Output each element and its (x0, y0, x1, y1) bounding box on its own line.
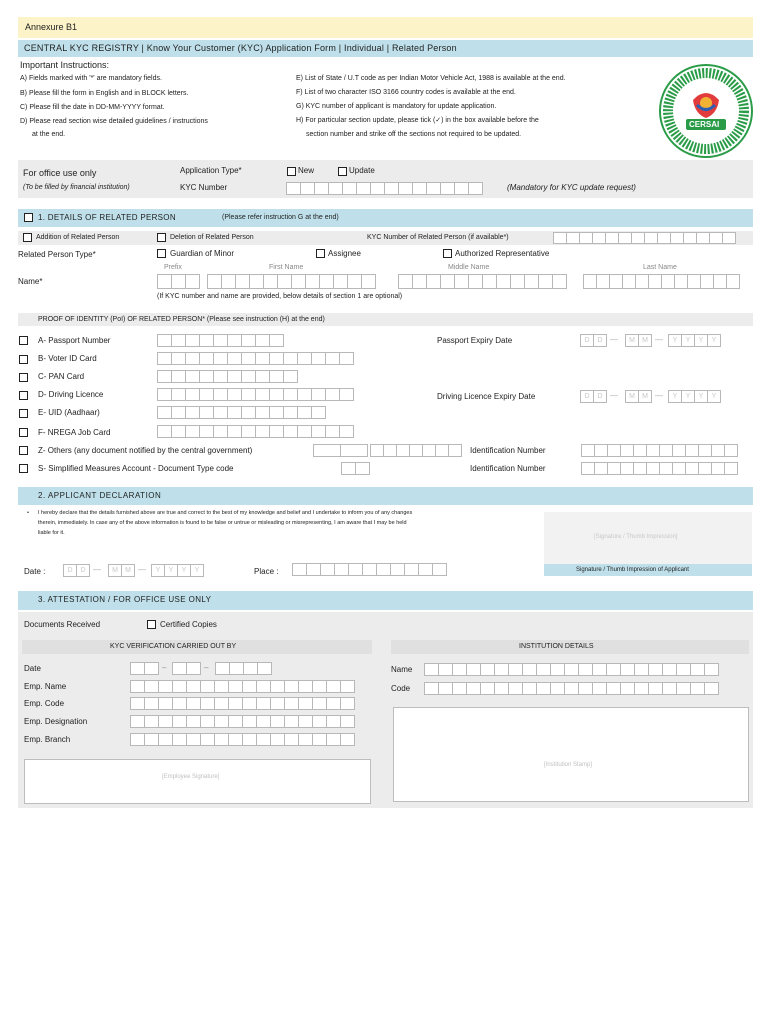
new-checkbox[interactable] (287, 167, 296, 176)
section2-title: 2. APPLICANT DECLARATION (38, 491, 162, 500)
voter-checkbox[interactable] (19, 355, 28, 364)
guardian-label: Guardian of Minor (170, 249, 235, 258)
addition-label: Addition of Related Person (36, 234, 120, 241)
section1-checkbox[interactable] (24, 213, 33, 222)
optional-note: (If KYC number and name are provided, below details of section 1 are optional) (157, 293, 403, 300)
authorized-label: Authorized Representative (455, 249, 550, 258)
office-use-label: For office use only (23, 168, 97, 178)
last-name-boxes[interactable] (583, 274, 739, 289)
others-checkbox[interactable] (19, 446, 28, 455)
prefix-label: Prefix (164, 264, 182, 271)
nrega-label: F- NREGA Job Card (38, 428, 111, 437)
instruction-d-cont: at the end. (32, 131, 66, 138)
authorized-checkbox[interactable] (443, 249, 452, 258)
employee-signature-box[interactable] (24, 759, 371, 804)
middle-name-boxes[interactable] (398, 274, 566, 289)
pan-checkbox[interactable] (19, 373, 28, 382)
others-id-boxes[interactable] (581, 444, 737, 457)
dl-boxes[interactable] (157, 388, 353, 401)
institution-name-label: Name (391, 665, 413, 674)
kyc-verification-title: KYC VERIFICATION CARRIED OUT BY (110, 643, 237, 650)
kyc-related-boxes[interactable] (553, 232, 735, 244)
applicant-signature-placeholder: [Signature / Thumb Impression] (594, 534, 678, 540)
signature-caption: Signature / Thumb Impression of Applicant (576, 567, 689, 573)
middle-name-label: Middle Name (448, 264, 490, 271)
first-name-boxes[interactable] (207, 274, 375, 289)
annexure-label: Annexure B1 (25, 22, 78, 32)
first-name-label: First Name (269, 264, 304, 271)
instruction-f: F) List of two character ISO 3166 country codes is available at the end. (296, 89, 516, 96)
simplified-id-boxes[interactable] (581, 462, 737, 475)
deletion-label: Deletion of Related Person (170, 234, 254, 241)
related-type-label: Related Person Type* (18, 250, 96, 259)
uid-checkbox[interactable] (19, 409, 28, 418)
instruction-b: B) Please fill the form in English and in BLOCK letters. (20, 90, 189, 97)
emp-designation-boxes[interactable] (130, 715, 354, 728)
kyc-related-label: KYC Number of Related Person (if available*) (367, 234, 509, 241)
kyc-number-label: KYC Number (180, 183, 228, 192)
passport-expiry-label: Passport Expiry Date (437, 336, 513, 345)
emp-designation-label: Emp. Designation (24, 717, 88, 726)
instructions-heading: Important Instructions: (20, 60, 110, 70)
nrega-checkbox[interactable] (19, 428, 28, 437)
assignee-checkbox[interactable] (316, 249, 325, 258)
deletion-checkbox[interactable] (157, 233, 166, 242)
others-code-boxes[interactable] (313, 444, 367, 457)
voter-label: B- Voter ID Card (38, 354, 97, 363)
section1-note: (Please refer instruction G at the end) (222, 214, 339, 221)
declaration-bullet: • (27, 510, 29, 516)
form-title: CENTRAL KYC REGISTRY | Know Your Customer (KYC) Application Form | Individual | Related Person (24, 43, 457, 53)
voter-boxes[interactable] (157, 352, 353, 365)
instruction-e: E) List of State / U.T code as per Indian Motor Vehicle Act, 1988 is available at the end. (296, 75, 566, 82)
instruction-g: G) KYC number of applicant is mandatory for update application. (296, 103, 497, 110)
update-label: Update (349, 166, 375, 175)
dl-checkbox[interactable] (19, 391, 28, 400)
institution-stamp-placeholder: [Institution Stamp] (544, 762, 593, 768)
emp-name-boxes[interactable] (130, 680, 354, 693)
instruction-a: A) Fields marked with '*' are mandatory fields. (20, 75, 162, 82)
institution-code-label: Code (391, 684, 411, 693)
emp-name-label: Emp. Name (24, 682, 67, 691)
poi-title: PROOF OF IDENTITY (PoI) OF RELATED PERSON* (Please see instruction (H) at the end) (38, 316, 325, 323)
kyc-mandatory-note: (Mandatory for KYC update request) (507, 183, 636, 192)
verification-date-label: Date (24, 664, 41, 673)
others-doc-boxes[interactable] (370, 444, 461, 457)
simplified-code-boxes[interactable] (341, 462, 369, 475)
certified-copies-checkbox[interactable] (147, 620, 156, 629)
documents-received-label: Documents Received (24, 620, 101, 629)
institution-code-boxes[interactable] (424, 682, 718, 695)
institution-name-boxes[interactable] (424, 663, 718, 676)
emp-code-label: Emp. Code (24, 699, 65, 708)
update-checkbox[interactable] (338, 167, 347, 176)
last-name-label: Last Name (643, 264, 677, 271)
section3-title: 3. ATTESTATION / FOR OFFICE USE ONLY (38, 595, 212, 604)
declaration-date-label: Date : (24, 567, 46, 576)
new-label: New (298, 166, 315, 175)
employee-signature-placeholder: [Employee Signature] (162, 774, 220, 780)
name-label: Name* (18, 277, 43, 286)
institution-stamp-box[interactable] (393, 707, 749, 802)
others-id-label: Identification Number (470, 446, 546, 455)
emp-branch-boxes[interactable] (130, 733, 354, 746)
addition-checkbox[interactable] (23, 233, 32, 242)
declaration-line-1: I hereby declare that the details furnished above are true and correct to the best of my knowledge and belief and I undertake to inform you of any changes (38, 510, 413, 516)
dl-label: D- Driving Licence (38, 390, 104, 399)
simplified-label: S- Simplified Measures Account - Document Type code (38, 464, 234, 473)
declaration-place-boxes[interactable] (292, 563, 446, 576)
pan-label: C- PAN Card (38, 372, 85, 381)
uid-label: E- UID (Aadhaar) (38, 408, 100, 417)
emp-branch-label: Emp. Branch (24, 735, 71, 744)
institution-title: INSTITUTION DETAILS (519, 643, 594, 650)
dl-expiry-label: Driving Licence Expiry Date (437, 392, 536, 401)
logo-text: CERSAI (689, 120, 720, 129)
emp-code-boxes[interactable] (130, 697, 354, 710)
nrega-boxes[interactable] (157, 425, 353, 438)
prefix-boxes[interactable] (157, 274, 199, 289)
application-type-label: Application Type* (180, 166, 242, 175)
declaration-line-3: liable for it. (38, 530, 65, 536)
others-label: Z- Others (any document notified by the central government) (38, 446, 253, 455)
simplified-id-label: Identification Number (470, 464, 546, 473)
instruction-h: H) For particular section update, please tick (✓) in the box available before the (296, 117, 539, 124)
passport-boxes[interactable] (157, 334, 283, 347)
cersai-logo (657, 64, 755, 158)
passport-checkbox[interactable] (19, 336, 28, 345)
instruction-c: C) Please fill the date in DD-MM-YYYY format. (20, 104, 165, 111)
uid-boxes[interactable] (157, 406, 325, 419)
guardian-checkbox[interactable] (157, 249, 166, 258)
annexure-bar (18, 17, 753, 38)
office-use-sub: (To be filled by financial institution) (23, 184, 130, 191)
instruction-d: D) Please read section wise detailed guidelines / instructions (20, 118, 208, 125)
section1-title: 1. DETAILS OF RELATED PERSON (38, 213, 176, 222)
passport-label: A- Passport Number (38, 336, 111, 345)
kyc-number-boxes[interactable] (286, 182, 482, 195)
pan-boxes[interactable] (157, 370, 297, 383)
simplified-checkbox[interactable] (19, 464, 28, 473)
declaration-line-2: therein, immediately. In case any of the above information is found to be false or untrue or misleading or misrepresenting, I am aware that I may be held (38, 520, 407, 526)
assignee-label: Assignee (328, 249, 361, 258)
certified-copies-label: Certified Copies (160, 620, 217, 629)
instruction-h-cont: section number and strike off the sections not required to be updated. (306, 131, 522, 138)
declaration-place-label: Place : (254, 567, 279, 576)
